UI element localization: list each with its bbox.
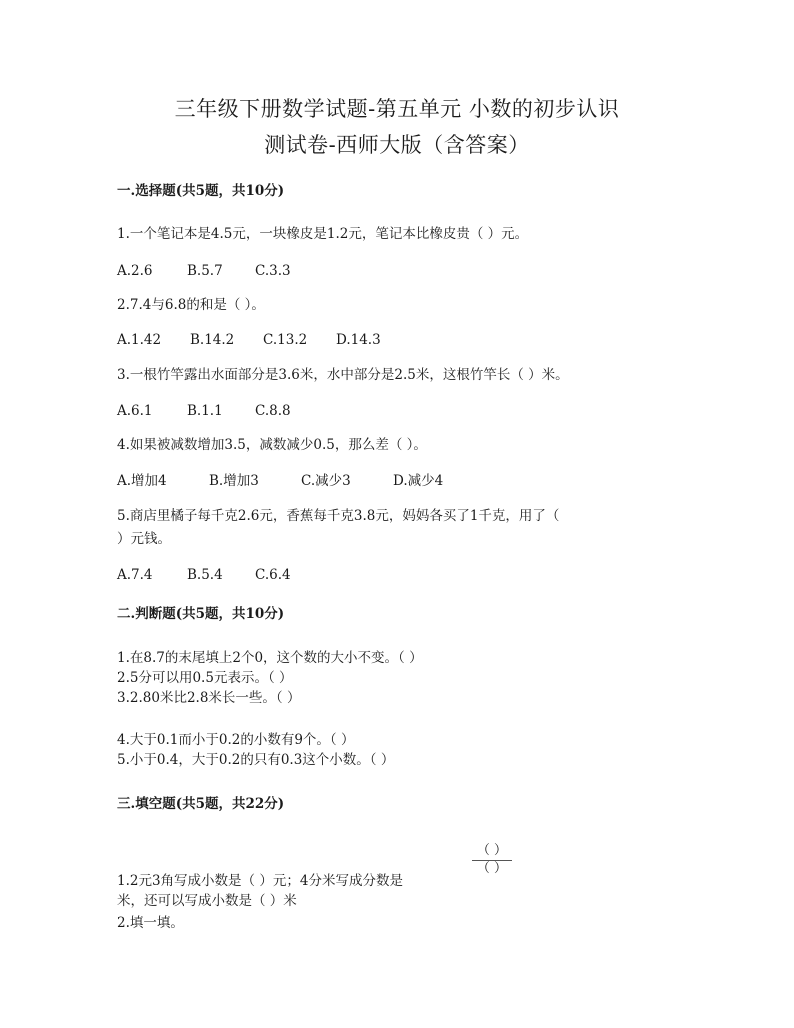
fill-question-1-line-1: 1.2元3角写成小数是（ ）元；4分米写成分数是 bbox=[117, 873, 403, 889]
section-title-fill-in: 三.填空题(共5题，共22分) bbox=[117, 796, 285, 812]
option-a: A.1.42 bbox=[117, 332, 162, 348]
option-c: C.减少3 bbox=[301, 473, 351, 489]
option-c: C.3.3 bbox=[255, 263, 291, 279]
option-a: A.增加4 bbox=[117, 473, 167, 489]
judgment-item: 1.在8.7的末尾填上2个0，这个数的大小不变。（ ） bbox=[117, 650, 423, 666]
question-5-continuation: ）元钱。 bbox=[117, 531, 171, 547]
judgment-item: 2.5分可以用0.5元表示。（ ） bbox=[117, 670, 293, 686]
option-b: B.1.1 bbox=[187, 403, 223, 419]
question-5: 5.商店里橘子每千克2.6元，香蕉每千克3.8元，妈妈各买了1千克，用了（ bbox=[117, 508, 560, 524]
option-a: A.7.4 bbox=[117, 567, 153, 583]
option-d: D.14.3 bbox=[336, 332, 381, 348]
option-c: C.13.2 bbox=[263, 332, 308, 348]
page-title-line-1: 三年级下册数学试题-第五单元 小数的初步认识 bbox=[174, 97, 620, 121]
option-c: C.6.4 bbox=[255, 567, 291, 583]
fraction-denominator: （ ） bbox=[476, 861, 508, 876]
fill-question-1-line-2: 米，还可以写成小数是（ ）米 bbox=[117, 893, 297, 909]
question-4: 4.如果被减数增加3.5，减数减少0.5，那么差（ ）。 bbox=[117, 437, 427, 453]
option-b: B.5.4 bbox=[187, 567, 223, 583]
fill-question-2: 2.填一填。 bbox=[117, 915, 184, 931]
section-title-choice: 一.选择题(共5题，共10分) bbox=[117, 183, 285, 199]
option-b: B.5.7 bbox=[187, 263, 223, 279]
option-b: B.14.2 bbox=[190, 332, 235, 348]
judgment-item: 3.2.80米比2.8米长一些。（ ） bbox=[117, 690, 301, 706]
option-b: B.增加3 bbox=[209, 473, 259, 489]
section-title-judgment: 二.判断题(共5题，共10分) bbox=[117, 606, 285, 622]
judgment-item: 4.大于0.1而小于0.2的小数有9个。（ ） bbox=[117, 732, 355, 748]
option-d: D.减少4 bbox=[393, 473, 444, 489]
question-3: 3.一根竹竿露出水面部分是3.6米，水中部分是2.5米，这根竹竿长（ ）米。 bbox=[117, 367, 569, 383]
fraction-numerator: （ ） bbox=[476, 843, 508, 858]
judgment-item: 5.小于0.4，大于0.2的只有0.3这个小数。（ ） bbox=[117, 752, 395, 768]
option-a: A.6.1 bbox=[117, 403, 153, 419]
page-title-line-2: 测试卷-西师大版（含答案） bbox=[264, 133, 530, 157]
question-2: 2.7.4与6.8的和是（ ）。 bbox=[117, 297, 265, 313]
option-c: C.8.8 bbox=[255, 403, 291, 419]
option-a: A.2.6 bbox=[117, 263, 153, 279]
question-1: 1.一个笔记本是4.5元，一块橡皮是1.2元，笔记本比橡皮贵（ ）元。 bbox=[117, 226, 529, 242]
fraction-blank bbox=[470, 843, 514, 877]
